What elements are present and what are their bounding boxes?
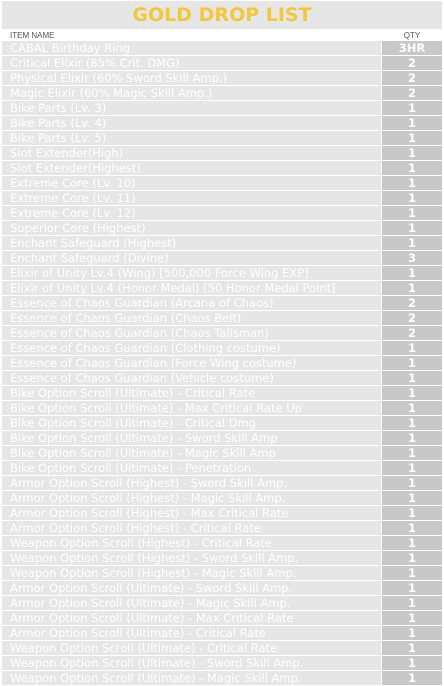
item-qty: 1 bbox=[382, 566, 442, 580]
item-name: Enchant Safeguard (Divine) bbox=[2, 251, 381, 265]
item-qty: 1 bbox=[382, 656, 442, 670]
table-row bbox=[2, 296, 442, 310]
table-row bbox=[2, 521, 442, 535]
table-row bbox=[2, 491, 442, 505]
item-qty: 1 bbox=[382, 131, 442, 145]
item-name: Essence of Chaos Guardian (Vehicle costume) bbox=[2, 371, 381, 385]
item-qty: 1 bbox=[382, 536, 442, 550]
table-row bbox=[2, 611, 442, 625]
table-row bbox=[2, 641, 442, 655]
item-qty: 1 bbox=[382, 626, 442, 640]
item-name: Enchant Safeguard (Highest) bbox=[2, 236, 381, 250]
item-name: Weapon Option Scroll (Ultimate) - Magic Skill Amp. bbox=[2, 671, 381, 685]
item-name: Weapon Option Scroll (Highest) - Critical Rate bbox=[2, 536, 381, 550]
item-qty: 1 bbox=[382, 401, 442, 415]
item-name: Essence of Chaos Guardian (Chaos Talisman) bbox=[2, 326, 381, 340]
table-row bbox=[2, 101, 442, 115]
table-row bbox=[2, 581, 442, 595]
item-qty: 1 bbox=[382, 446, 442, 460]
table-row bbox=[2, 656, 442, 670]
item-qty: 1 bbox=[382, 176, 442, 190]
item-qty: 1 bbox=[382, 581, 442, 595]
item-qty: 1 bbox=[382, 461, 442, 475]
item-name: Bike Option Scroll (Ultimate) - Critical Rate bbox=[2, 386, 381, 400]
item-qty: 2 bbox=[382, 86, 442, 100]
table-row bbox=[2, 371, 442, 385]
item-name: Critical Elixir (85% Crit. DMG) bbox=[2, 56, 381, 70]
item-name: Weapon Option Scroll (Ultimate) - Sword Skill Amp. bbox=[2, 656, 381, 670]
header-item-name: ITEM NAME bbox=[10, 30, 55, 40]
item-qty: 1 bbox=[382, 191, 442, 205]
table-row bbox=[2, 116, 442, 130]
item-qty: 1 bbox=[382, 596, 442, 610]
item-qty: 3 bbox=[382, 251, 442, 265]
item-name: Extreme Core (Lv. 11) bbox=[2, 191, 381, 205]
item-qty: 1 bbox=[382, 236, 442, 250]
table-row bbox=[2, 386, 442, 400]
table-row bbox=[2, 431, 442, 445]
table-row bbox=[2, 506, 442, 520]
item-qty: 1 bbox=[382, 371, 442, 385]
item-qty: 1 bbox=[382, 266, 442, 280]
item-name: Bike Parts (Lv. 3) bbox=[2, 101, 381, 115]
item-qty: 1 bbox=[382, 146, 442, 160]
item-name: Armor Option Scroll (Highest) - Sword Skill Amp. bbox=[2, 476, 381, 490]
item-table bbox=[2, 41, 442, 686]
item-name: Bike Parts (Lv. 4) bbox=[2, 116, 381, 130]
table-row bbox=[2, 236, 442, 250]
item-qty: 1 bbox=[382, 671, 442, 685]
table-row bbox=[2, 476, 442, 490]
table-row bbox=[2, 146, 442, 160]
table-row bbox=[2, 161, 442, 175]
item-name: Armor Option Scroll (Highest) - Max Critical Rate bbox=[2, 506, 381, 520]
item-name: Bike Option Scroll (Ultimate) - Penetration bbox=[2, 461, 381, 475]
table-row bbox=[2, 626, 442, 640]
table-row bbox=[2, 356, 442, 370]
header-qty: QTY bbox=[403, 30, 421, 40]
item-qty: 1 bbox=[382, 416, 442, 430]
item-name: Essence of Chaos Guardian (Clothing costume) bbox=[2, 341, 381, 355]
item-name: CABAL Birthday Ring bbox=[2, 41, 381, 55]
item-name: Armor Option Scroll (Ultimate) - Sword Skill Amp. bbox=[2, 581, 381, 595]
page-title: GOLD DROP LIST bbox=[2, 1, 442, 29]
table-row bbox=[2, 536, 442, 550]
table-row bbox=[2, 56, 442, 70]
table-row bbox=[2, 401, 442, 415]
table-row bbox=[2, 191, 442, 205]
item-name: Physical Elixir (60% Sword Skill Amp.) bbox=[2, 71, 381, 85]
item-name: Weapon Option Scroll (Highest) - Sword Skill Amp. bbox=[2, 551, 381, 565]
table-row bbox=[2, 446, 442, 460]
table-row bbox=[2, 86, 442, 100]
item-qty: 1 bbox=[382, 491, 442, 505]
item-name: Armor Option Scroll (Ultimate) - Magic Skill Amp. bbox=[2, 596, 381, 610]
table-row bbox=[2, 176, 442, 190]
item-name: Armor Option Scroll (Highest) - Critical Rate bbox=[2, 521, 381, 535]
item-name: Superior Core (Highest) bbox=[2, 221, 381, 235]
item-name: Bike Option Scroll (Ultimate) - Max Critical Rate Up bbox=[2, 401, 381, 415]
item-name: Slot Extender(High) bbox=[2, 146, 381, 160]
item-qty: 1 bbox=[382, 386, 442, 400]
item-name: Slot Extender(Highest) bbox=[2, 161, 381, 175]
table-row bbox=[2, 671, 442, 685]
table-row bbox=[2, 41, 442, 55]
item-qty: 1 bbox=[382, 521, 442, 535]
table-row bbox=[2, 206, 442, 220]
item-qty: 2 bbox=[382, 71, 442, 85]
item-qty: 2 bbox=[382, 56, 442, 70]
item-qty: 1 bbox=[382, 356, 442, 370]
table-row bbox=[2, 461, 442, 475]
item-name: Extreme Core (Lv. 12) bbox=[2, 206, 381, 220]
item-name: Armor Option Scroll (Ultimate) - Max Critical Rate bbox=[2, 611, 381, 625]
item-qty: 1 bbox=[382, 206, 442, 220]
item-name: Essence of Chaos Guardian (Force Wing costume) bbox=[2, 356, 381, 370]
item-qty: 1 bbox=[382, 221, 442, 235]
table-row bbox=[2, 71, 442, 85]
item-qty: 1 bbox=[382, 476, 442, 490]
item-qty: 1 bbox=[382, 611, 442, 625]
item-qty: 3HR bbox=[382, 41, 442, 55]
item-qty: 1 bbox=[382, 641, 442, 655]
item-name: Essence of Chaos Guardian (Arcana of Chaos) bbox=[2, 296, 381, 310]
item-name: Bike Option Scroll (Ultimate) - Magic Skill Amp bbox=[2, 446, 381, 460]
item-qty: 1 bbox=[382, 161, 442, 175]
item-name: Elixir of Unity Lv.4 (Wing) [500,000 Force Wing EXP] bbox=[2, 266, 381, 280]
item-qty: 1 bbox=[382, 506, 442, 520]
table-row bbox=[2, 131, 442, 145]
item-qty: 1 bbox=[382, 116, 442, 130]
table-row bbox=[2, 326, 442, 340]
item-name: Bike Option Scroll (Ultimate) - Critical Dmg bbox=[2, 416, 381, 430]
item-name: Bike Parts (Lv. 5) bbox=[2, 131, 381, 145]
item-name: Weapon Option Scroll (Highest) - Magic Skill Amp. bbox=[2, 566, 381, 580]
item-name: Weapon Option Scroll (Ultimate) - Critical Rate bbox=[2, 641, 381, 655]
item-qty: 1 bbox=[382, 281, 442, 295]
item-qty: 2 bbox=[382, 296, 442, 310]
table-header bbox=[2, 30, 442, 40]
item-qty: 2 bbox=[382, 326, 442, 340]
table-row bbox=[2, 596, 442, 610]
table-row bbox=[2, 266, 442, 280]
item-name: Bike Option Scroll (Ultimate) - Sword Skill Amp bbox=[2, 431, 381, 445]
item-qty: 1 bbox=[382, 551, 442, 565]
item-qty: 1 bbox=[382, 341, 442, 355]
table-row bbox=[2, 281, 442, 295]
item-name: Extreme Core (Lv. 10) bbox=[2, 176, 381, 190]
item-name: Armor Option Scroll (Highest) - Magic Skill Amp. bbox=[2, 491, 381, 505]
item-qty: 1 bbox=[382, 431, 442, 445]
table-row bbox=[2, 251, 442, 265]
item-name: Armor Option Scroll (Ultimate) - Critical Rate bbox=[2, 626, 381, 640]
item-name: Essence of Chaos Guardian (Chaos Belt) bbox=[2, 311, 381, 325]
table-row bbox=[2, 341, 442, 355]
item-name: Elixir of Unity Lv.4 (Honor Medal) [50 Honor Medal Point] bbox=[2, 281, 381, 295]
item-name: Magic Elixir (60% Magic Skill Amp.) bbox=[2, 86, 381, 100]
item-qty: 1 bbox=[382, 101, 442, 115]
table-row bbox=[2, 566, 442, 580]
table-row bbox=[2, 221, 442, 235]
table-row bbox=[2, 311, 442, 325]
table-row bbox=[2, 416, 442, 430]
table-row bbox=[2, 551, 442, 565]
item-qty: 2 bbox=[382, 311, 442, 325]
